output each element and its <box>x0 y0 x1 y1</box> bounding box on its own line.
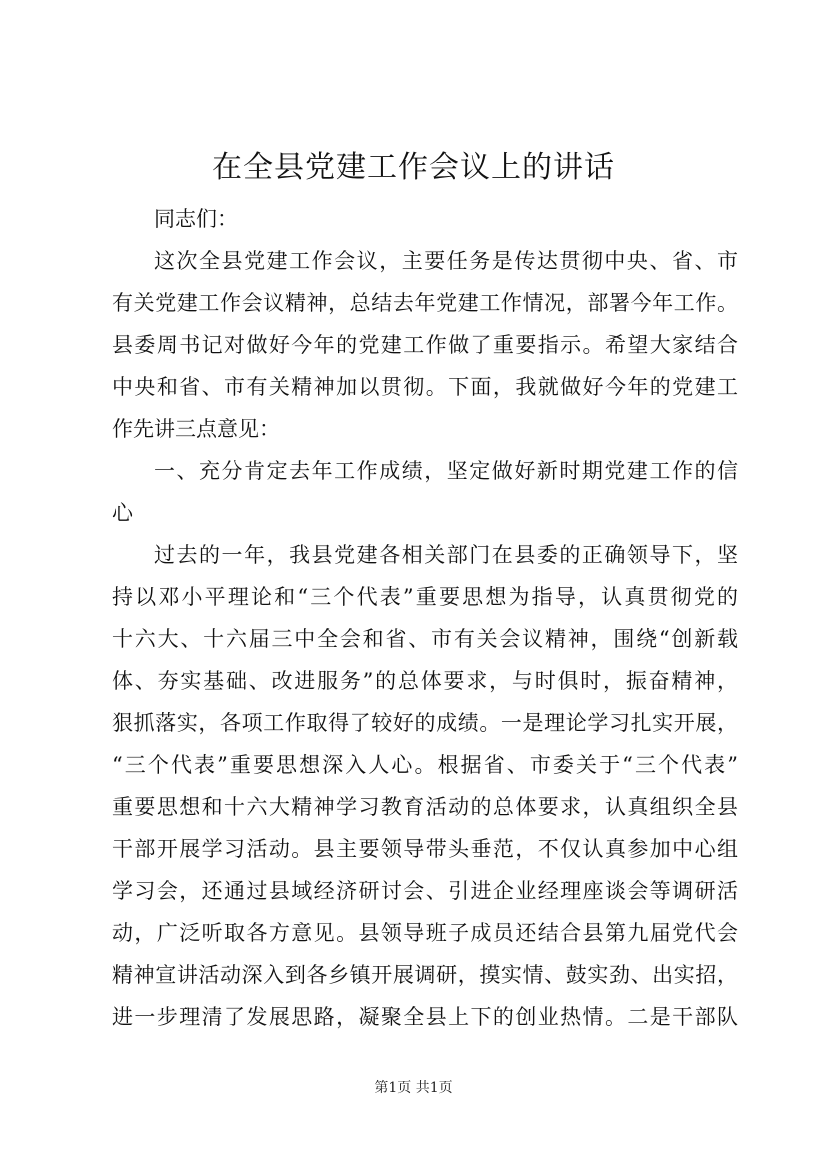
text-line: 重要思想和十六大精神学习教育活动的总体要求，认真组织全县 <box>112 795 738 819</box>
text-line: 有关党建工作会议精神，总结去年党建工作情况，部署今年工作。 <box>112 291 738 315</box>
text-line: 这次全县党建工作会议，主要任务是传达贯彻中央、省、市 <box>154 249 738 273</box>
text-line: 一、充分肯定去年工作成绩，坚定做好新时期党建工作的信 <box>154 459 738 483</box>
text-line: 作先讲三点意见： <box>112 417 280 441</box>
text-line: “三个代表”重要思想深入人心。根据省、市委关于“三个代表” <box>112 753 738 777</box>
text-line: 狠抓落实，各项工作取得了较好的成绩。一是理论学习扎实开展， <box>112 711 738 735</box>
text-line: 心 <box>112 501 133 525</box>
text-line: 持以邓小平理论和“三个代表”重要思想为指导，认真贯彻党的 <box>112 585 738 609</box>
text-line: 干部开展学习活动。县主要领导带头垂范，不仅认真参加中心组 <box>112 837 738 861</box>
text-line: 过去的一年，我县党建各相关部门在县委的正确领导下，坚 <box>154 543 738 567</box>
page-footer: 第1页 共1页 <box>374 1080 453 1096</box>
text-line: 十六大、十六届三中全会和省、市有关会议精神，围绕“创新载 <box>112 627 738 651</box>
text-line: 体、夯实基础、改进服务”的总体要求，与时俱时，振奋精神， <box>112 669 738 693</box>
text-line: 进一步理清了发展思路，凝聚全县上下的创业热情。二是干部队 <box>112 1005 738 1029</box>
document-body <box>112 198 738 1038</box>
document-title: 在全县党建工作会议上的讲话 <box>212 150 615 185</box>
text-line: 学习会，还通过县域经济研讨会、引进企业经理座谈会等调研活 <box>112 879 738 903</box>
text-line: 同志们： <box>154 207 238 231</box>
text-line: 中央和省、市有关精神加以贯彻。下面，我就做好今年的党建工 <box>112 375 738 399</box>
text-line: 县委周书记对做好今年的党建工作做了重要指示。希望大家结合 <box>112 333 738 357</box>
text-line: 动，广泛听取各方意见。县领导班子成员还结合县第九届党代会 <box>112 921 738 945</box>
text-line: 精神宣讲活动深入到各乡镇开展调研，摸实情、鼓实劲、出实招， <box>112 963 738 987</box>
